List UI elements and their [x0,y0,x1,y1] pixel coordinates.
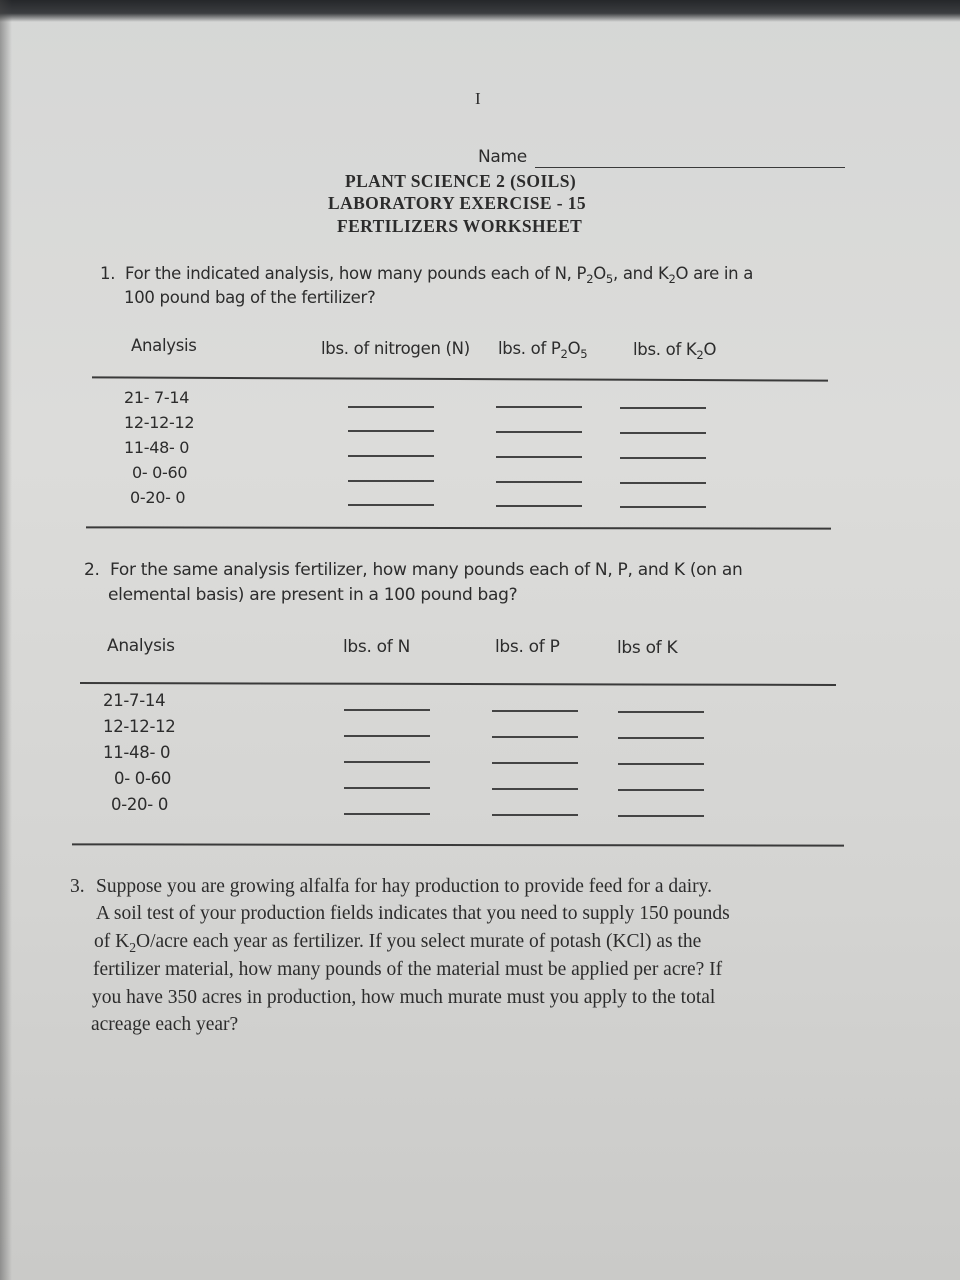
q1-blank-p[interactable] [496,456,582,458]
q3-line-3: of $K_2O$/acre each year as fertilizer. If you select murate of potash (KCl) as the [94,931,702,955]
q2-bottom-rule [72,843,844,846]
q1-col-p2o5: lbs. of $P_2O_5$ [498,339,588,362]
q1-blank-k[interactable] [620,457,706,459]
q1-text-line-2: 100 pound bag of the fertilizer? [124,288,376,307]
q2-col-p: lbs. of P [495,637,560,657]
q1-blank-k[interactable] [620,432,706,434]
q2-blank-p[interactable] [492,788,578,790]
q1-row-label: 21- 7-14 [124,388,190,407]
q1-col-k2o: lbs. of $K_2O$ [633,340,717,363]
q2-blank-n[interactable] [344,709,430,711]
q1-blank-n[interactable] [348,480,434,482]
q2-blank-k[interactable] [618,789,704,791]
q2-row-label: 11-48- 0 [103,743,171,762]
q1-row-label: 0-20- 0 [130,488,186,507]
q2-analysis-list [103,688,176,818]
q2-blank-p[interactable] [492,736,578,738]
q2-blank-p[interactable] [492,710,578,712]
q3-line-1: Suppose you are growing alfalfa for hay production to provide feed for a dairy. [96,876,713,897]
header-line-3: FERTILIZERS WORKSHEET [337,216,583,236]
q2-blank-n[interactable] [344,735,430,737]
q2-number: 2. [84,560,100,580]
q1-row-label: 11-48- 0 [124,438,190,457]
q1-blank-p[interactable] [496,431,582,433]
q1-blank-n[interactable] [348,504,434,506]
q1-text-line-1: For the indicated analysis, how many pounds each of N, $P_2O_5$, and $K_2O$ are in a [125,264,754,287]
q1-blank-k[interactable] [620,407,706,409]
q2-text-line-2: elemental basis) are present in a 100 pound bag? [108,585,518,605]
q2-blank-n[interactable] [344,813,430,815]
page-marker: I [475,89,481,108]
q1-col-analysis: Analysis [131,336,197,355]
q1-row-label: 0- 0-60 [132,463,188,482]
q2-blank-n[interactable] [344,761,430,763]
q1-blank-n[interactable] [348,455,434,457]
header-line-1: PLANT SCIENCE 2 (SOILS) [345,171,577,191]
top-shadow [0,0,960,22]
q2-blank-n[interactable] [344,787,430,789]
q3-line-6: acreage each year? [91,1014,239,1035]
q1-blank-p[interactable] [496,406,582,408]
q2-blank-k[interactable] [618,711,704,713]
q1-bottom-rule [86,526,831,529]
q3-line-4: fertilizer material, how many pounds of the material must be applied per acre? If [93,959,723,980]
q2-blank-p[interactable] [492,762,578,764]
q1-blank-n[interactable] [348,406,434,408]
name-field-line[interactable] [535,167,845,168]
name-label: Name [478,147,527,167]
q2-row-label: 0- 0-60 [114,769,172,788]
q2-row-label: 12-12-12 [103,717,176,736]
q2-text-line-1: For the same analysis fertilizer, how many pounds each of N, P, and K (on an [110,560,743,580]
q1-blank-p[interactable] [496,505,582,507]
page-edge-shadow [0,0,12,1280]
q2-col-n: lbs. of N [343,637,410,657]
q2-row-label: 0-20- 0 [111,795,169,814]
q2-row-label: 21-7-14 [103,691,166,710]
q2-header-rule [80,682,836,685]
q1-row-label: 12-12-12 [124,413,195,432]
q1-col-nitrogen: lbs. of nitrogen (N) [321,339,470,358]
q1-blank-p[interactable] [496,481,582,483]
q1-analysis-list [124,385,194,510]
q3-number: 3. [70,876,85,897]
q1-blank-k[interactable] [620,506,706,508]
q1-header-rule [92,376,828,381]
q3-line-5: you have 350 acres in production, how much murate must you apply to the total [92,987,716,1008]
q1-number: 1. [100,264,116,283]
q3-line-2: A soil test of your production fields indicates that you need to supply 150 pounds [96,903,730,924]
q2-blank-p[interactable] [492,814,578,816]
q2-blank-k[interactable] [618,815,704,817]
q2-col-k: lbs of K [617,638,678,658]
header-line-2: LABORATORY EXERCISE - 15 [328,193,587,213]
q2-col-analysis: Analysis [107,636,175,656]
q2-blank-k[interactable] [618,737,704,739]
q2-blank-k[interactable] [618,763,704,765]
q1-blank-n[interactable] [348,430,434,432]
q1-blank-k[interactable] [620,482,706,484]
